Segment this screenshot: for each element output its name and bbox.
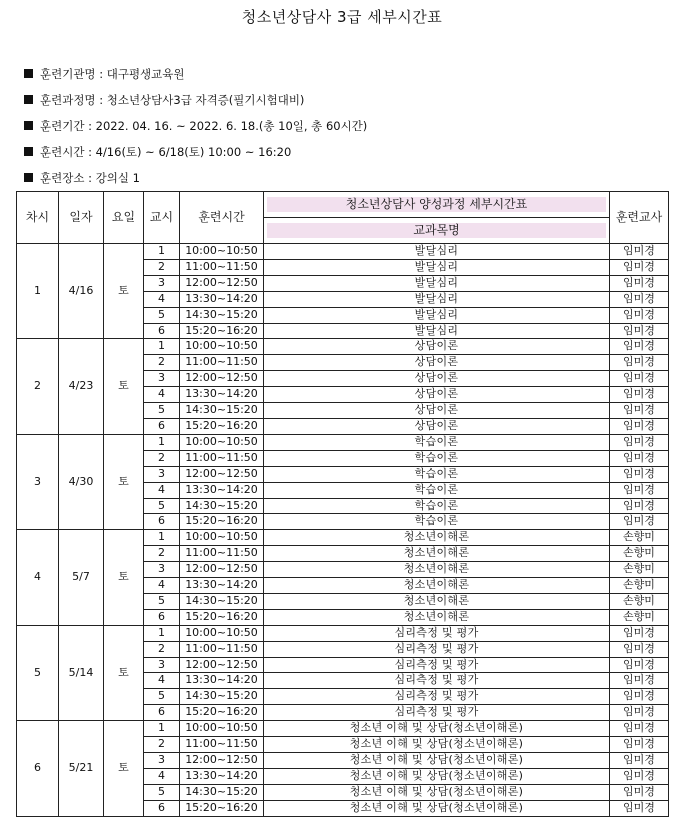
teacher-name: 임미경 — [610, 625, 669, 641]
session-number: 5 — [17, 625, 59, 720]
header-subject-label: 교과목명 — [267, 223, 606, 238]
period-time: 15:20~16:20 — [180, 323, 264, 339]
table-row — [17, 721, 669, 737]
period-number: 4 — [144, 768, 180, 784]
subject-name: 심리측정 및 평가 — [264, 673, 610, 689]
period-time: 15:20~16:20 — [180, 418, 264, 434]
subject-name: 발달심리 — [264, 307, 610, 323]
period-number: 2 — [144, 737, 180, 753]
header-group — [264, 192, 610, 218]
period-time: 11:00~11:50 — [180, 737, 264, 753]
period-time: 13:30~14:20 — [180, 482, 264, 498]
period-time: 11:00~11:50 — [180, 355, 264, 371]
period-time: 12:00~12:50 — [180, 466, 264, 482]
period-number: 5 — [144, 498, 180, 514]
period-number: 6 — [144, 800, 180, 816]
session-number: 2 — [17, 339, 59, 434]
teacher-name: 임미경 — [610, 673, 669, 689]
subject-name: 학습이론 — [264, 434, 610, 450]
teacher-name: 손향미 — [610, 578, 669, 594]
header-weekday: 요일 — [104, 192, 144, 244]
header-period: 교시 — [144, 192, 180, 244]
teacher-name: 임미경 — [610, 641, 669, 657]
period-time: 11:00~11:50 — [180, 450, 264, 466]
schedule-table — [16, 191, 669, 817]
subject-name: 상담이론 — [264, 403, 610, 419]
info-text: 훈련기간 : 2022. 04. 16. ~ 2022. 6. 18.(총 10일, 총 60시간) — [40, 119, 368, 133]
info-text: 훈련장소 : 강의실 1 — [40, 171, 140, 185]
teacher-name: 임미경 — [610, 784, 669, 800]
subject-name: 청소년이해론 — [264, 578, 610, 594]
period-number: 3 — [144, 562, 180, 578]
period-time: 13:30~14:20 — [180, 768, 264, 784]
subject-name: 청소년 이해 및 상담(청소년이해론) — [264, 737, 610, 753]
session-date: 4/16 — [59, 244, 104, 339]
period-time: 14:30~15:20 — [180, 593, 264, 609]
period-number: 6 — [144, 418, 180, 434]
teacher-name: 임미경 — [610, 753, 669, 769]
period-time: 10:00~10:50 — [180, 721, 264, 737]
subject-name: 학습이론 — [264, 450, 610, 466]
session-weekday: 토 — [104, 244, 144, 339]
subject-name: 상담이론 — [264, 387, 610, 403]
period-number: 3 — [144, 657, 180, 673]
subject-name: 청소년이해론 — [264, 593, 610, 609]
bullet-square-icon — [24, 173, 33, 182]
subject-name: 상담이론 — [264, 339, 610, 355]
session-weekday: 토 — [104, 721, 144, 816]
session-weekday: 토 — [104, 339, 144, 434]
subject-name: 청소년이해론 — [264, 562, 610, 578]
teacher-name: 임미경 — [610, 355, 669, 371]
header-group-label: 청소년상담사 양성과정 세부시간표 — [267, 197, 606, 212]
period-number: 5 — [144, 593, 180, 609]
subject-name: 심리측정 및 평가 — [264, 689, 610, 705]
period-number: 6 — [144, 609, 180, 625]
period-number: 4 — [144, 578, 180, 594]
table-row — [17, 339, 669, 355]
teacher-name: 임미경 — [610, 466, 669, 482]
period-time: 15:20~16:20 — [180, 514, 264, 530]
subject-name: 학습이론 — [264, 498, 610, 514]
header-date: 일자 — [59, 192, 104, 244]
subject-name: 학습이론 — [264, 466, 610, 482]
header-teacher: 훈련교사 — [610, 192, 669, 244]
table-row — [17, 530, 669, 546]
period-number: 3 — [144, 371, 180, 387]
page-title: 청소년상담사 3급 세부시간표 — [241, 8, 443, 26]
period-time: 14:30~15:20 — [180, 498, 264, 514]
bullet-square-icon — [24, 147, 33, 156]
session-number: 3 — [17, 434, 59, 529]
bullet-square-icon — [24, 69, 33, 78]
period-number: 4 — [144, 291, 180, 307]
teacher-name: 손향미 — [610, 546, 669, 562]
subject-name: 심리측정 및 평가 — [264, 705, 610, 721]
teacher-name: 임미경 — [610, 371, 669, 387]
teacher-name: 임미경 — [610, 339, 669, 355]
session-weekday: 토 — [104, 530, 144, 625]
period-time: 10:00~10:50 — [180, 530, 264, 546]
info-text: 훈련기관명 : 대구평생교육원 — [40, 67, 185, 81]
period-number: 3 — [144, 275, 180, 291]
period-time: 11:00~11:50 — [180, 259, 264, 275]
session-weekday: 토 — [104, 625, 144, 720]
period-time: 15:20~16:20 — [180, 800, 264, 816]
subject-name: 상담이론 — [264, 418, 610, 434]
session-date: 5/21 — [59, 721, 104, 816]
teacher-name: 임미경 — [610, 275, 669, 291]
period-time: 13:30~14:20 — [180, 673, 264, 689]
period-time: 14:30~15:20 — [180, 784, 264, 800]
info-location — [24, 170, 140, 186]
period-number: 1 — [144, 244, 180, 260]
bullet-square-icon — [24, 95, 33, 104]
period-time: 13:30~14:20 — [180, 291, 264, 307]
teacher-name: 손향미 — [610, 530, 669, 546]
teacher-name: 임미경 — [610, 721, 669, 737]
schedule-body — [17, 244, 669, 817]
period-time: 12:00~12:50 — [180, 275, 264, 291]
teacher-name: 임미경 — [610, 403, 669, 419]
period-time: 12:00~12:50 — [180, 371, 264, 387]
period-time: 13:30~14:20 — [180, 387, 264, 403]
period-time: 15:20~16:20 — [180, 705, 264, 721]
session-date: 5/7 — [59, 530, 104, 625]
subject-name: 청소년 이해 및 상담(청소년이해론) — [264, 784, 610, 800]
period-number: 4 — [144, 482, 180, 498]
subject-name: 청소년 이해 및 상담(청소년이해론) — [264, 800, 610, 816]
info-text: 훈련과정명 : 청소년상담사3급 자격증(필기시험대비) — [40, 93, 305, 107]
teacher-name: 임미경 — [610, 307, 669, 323]
teacher-name: 임미경 — [610, 244, 669, 260]
period-number: 1 — [144, 530, 180, 546]
period-time: 15:20~16:20 — [180, 609, 264, 625]
period-number: 4 — [144, 673, 180, 689]
teacher-name: 임미경 — [610, 705, 669, 721]
session-number: 1 — [17, 244, 59, 339]
period-time: 13:30~14:20 — [180, 578, 264, 594]
period-number: 2 — [144, 259, 180, 275]
period-number: 2 — [144, 641, 180, 657]
subject-name: 발달심리 — [264, 291, 610, 307]
period-time: 12:00~12:50 — [180, 657, 264, 673]
teacher-name: 임미경 — [610, 259, 669, 275]
subject-name: 상담이론 — [264, 371, 610, 387]
subject-name: 상담이론 — [264, 355, 610, 371]
teacher-name: 임미경 — [610, 323, 669, 339]
period-time: 10:00~10:50 — [180, 434, 264, 450]
teacher-name: 손향미 — [610, 609, 669, 625]
period-number: 2 — [144, 450, 180, 466]
subject-name: 발달심리 — [264, 275, 610, 291]
session-weekday: 토 — [104, 434, 144, 529]
period-time: 10:00~10:50 — [180, 625, 264, 641]
period-number: 5 — [144, 307, 180, 323]
info-hours — [24, 144, 291, 160]
subject-name: 청소년 이해 및 상담(청소년이해론) — [264, 721, 610, 737]
info-period — [24, 118, 367, 134]
teacher-name: 임미경 — [610, 800, 669, 816]
teacher-name: 임미경 — [610, 418, 669, 434]
bullet-square-icon — [24, 121, 33, 130]
subject-name: 학습이론 — [264, 482, 610, 498]
subject-name: 학습이론 — [264, 514, 610, 530]
teacher-name: 임미경 — [610, 514, 669, 530]
teacher-name: 임미경 — [610, 737, 669, 753]
subject-name: 발달심리 — [264, 244, 610, 260]
subject-name: 심리측정 및 평가 — [264, 625, 610, 641]
period-number: 5 — [144, 403, 180, 419]
session-date: 5/14 — [59, 625, 104, 720]
period-number: 1 — [144, 625, 180, 641]
period-number: 1 — [144, 339, 180, 355]
subject-name: 청소년이해론 — [264, 609, 610, 625]
period-time: 11:00~11:50 — [180, 641, 264, 657]
table-row — [17, 244, 669, 260]
teacher-name: 임미경 — [610, 450, 669, 466]
period-number: 6 — [144, 323, 180, 339]
session-date: 4/30 — [59, 434, 104, 529]
period-number: 2 — [144, 546, 180, 562]
period-number: 3 — [144, 466, 180, 482]
info-course — [24, 92, 304, 108]
period-number: 4 — [144, 387, 180, 403]
subject-name: 심리측정 및 평가 — [264, 641, 610, 657]
period-number: 5 — [144, 689, 180, 705]
period-time: 14:30~15:20 — [180, 689, 264, 705]
period-number: 6 — [144, 705, 180, 721]
teacher-name: 손향미 — [610, 562, 669, 578]
period-time: 11:00~11:50 — [180, 546, 264, 562]
period-number: 2 — [144, 355, 180, 371]
period-number: 5 — [144, 784, 180, 800]
subject-name: 심리측정 및 평가 — [264, 657, 610, 673]
subject-name: 청소년이해론 — [264, 530, 610, 546]
teacher-name: 임미경 — [610, 768, 669, 784]
period-time: 10:00~10:50 — [180, 244, 264, 260]
period-number: 1 — [144, 434, 180, 450]
session-date: 4/23 — [59, 339, 104, 434]
period-time: 12:00~12:50 — [180, 562, 264, 578]
period-time: 14:30~15:20 — [180, 307, 264, 323]
teacher-name: 임미경 — [610, 657, 669, 673]
table-row — [17, 434, 669, 450]
teacher-name: 임미경 — [610, 387, 669, 403]
session-number: 4 — [17, 530, 59, 625]
table-row — [17, 625, 669, 641]
subject-name: 청소년이해론 — [264, 546, 610, 562]
teacher-name: 임미경 — [610, 482, 669, 498]
teacher-name: 손향미 — [610, 593, 669, 609]
period-number: 6 — [144, 514, 180, 530]
header-session: 차시 — [17, 192, 59, 244]
period-time: 14:30~15:20 — [180, 403, 264, 419]
period-number: 3 — [144, 753, 180, 769]
teacher-name: 임미경 — [610, 434, 669, 450]
period-number: 1 — [144, 721, 180, 737]
header-time: 훈련시간 — [180, 192, 264, 244]
period-time: 12:00~12:50 — [180, 753, 264, 769]
teacher-name: 임미경 — [610, 291, 669, 307]
session-number: 6 — [17, 721, 59, 816]
info-text: 훈련시간 : 4/16(토) ~ 6/18(토) 10:00 ~ 16:20 — [40, 145, 292, 159]
period-time: 10:00~10:50 — [180, 339, 264, 355]
info-institution — [24, 66, 185, 82]
subject-name: 청소년 이해 및 상담(청소년이해론) — [264, 753, 610, 769]
teacher-name: 임미경 — [610, 689, 669, 705]
subject-name: 청소년 이해 및 상담(청소년이해론) — [264, 768, 610, 784]
header-subject — [264, 218, 610, 244]
subject-name: 발달심리 — [264, 323, 610, 339]
teacher-name: 임미경 — [610, 498, 669, 514]
subject-name: 발달심리 — [264, 259, 610, 275]
